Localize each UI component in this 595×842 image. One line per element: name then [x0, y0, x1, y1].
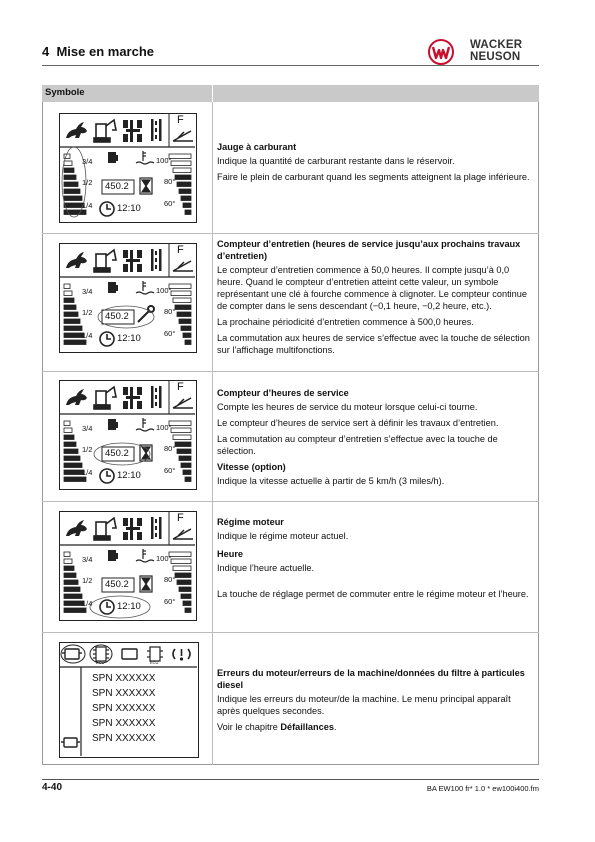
- chapter-link-defaillances[interactable]: Défaillances: [280, 722, 334, 732]
- coolant-temperature-icon: [136, 549, 154, 562]
- clock-icon: [100, 600, 114, 614]
- temp-segment: [179, 189, 191, 194]
- float-position-icon: [173, 529, 193, 539]
- hours-value: 450.2: [105, 181, 129, 192]
- hourglass-icon: [140, 576, 152, 592]
- clock-time-value: 12:10: [117, 601, 141, 612]
- fuel-three-quarter-label: 3/4: [82, 555, 93, 564]
- temp-segment: [179, 319, 191, 324]
- excavator-icon: [94, 518, 116, 540]
- temp-segment: [169, 154, 191, 159]
- fuel-segment: [64, 594, 82, 599]
- row-5-see-chapter: [217, 721, 533, 733]
- ecu-chip-icon: [93, 647, 109, 661]
- row-2-title: Compteur d’entretien (heures de service jusqu’aux prochains travaux d’entretien): [217, 239, 521, 261]
- brand-line-1: WACKER: [470, 39, 523, 51]
- rabbit-icon: [66, 252, 87, 268]
- temp-high-label: 100°: [156, 423, 172, 432]
- temp-segment: [185, 340, 191, 345]
- fuel-segment: [64, 421, 70, 426]
- float-f-label: F: [177, 512, 184, 524]
- ecu-chip-icon-2: [147, 647, 163, 661]
- fuel-segment: [64, 463, 82, 468]
- temp-low-label: 60°: [164, 466, 176, 475]
- temp-segment: [183, 601, 191, 606]
- temp-high-label: 100°: [156, 554, 172, 563]
- hours-value: 450.2: [105, 579, 129, 590]
- row-3-para: Compte les heures de service du moteur lorsque celui-ci tourne.: [217, 402, 478, 412]
- temp-segment: [185, 210, 191, 215]
- lane-icon: [151, 517, 162, 539]
- row-3-description: [217, 387, 533, 491]
- fuel-quarter-label: 1/4: [82, 599, 93, 608]
- temp-segment: [181, 326, 191, 331]
- fuel-segment: [64, 573, 76, 578]
- temp-segment: [185, 608, 191, 613]
- fuel-segment: [64, 559, 72, 564]
- header-rule: [42, 65, 539, 66]
- coolant-temperature-icon: [136, 281, 154, 294]
- row-2-para: La commutation aux heures de service s’effectue avec la touche de sélection sur l’affichage multifonctions.: [217, 333, 530, 355]
- temp-mid-label: 80°: [164, 575, 176, 584]
- column-header-symbole: Symbole: [45, 87, 85, 98]
- chapter-number: 4: [42, 44, 50, 59]
- clock-time-value: 12:10: [117, 470, 141, 481]
- axle-lock-icon: [123, 518, 142, 540]
- row-3-subtitle: Vitesse (option): [217, 462, 286, 472]
- row-4-para: Indique le régime moteur actuel.: [217, 531, 349, 541]
- temp-segment: [173, 566, 191, 571]
- fuel-segment: [64, 203, 84, 208]
- fuel-segment: [64, 435, 74, 440]
- fuel-quarter-label: 1/4: [82, 468, 93, 477]
- rabbit-icon: [66, 520, 87, 536]
- hours-value: 450.2: [105, 448, 129, 459]
- fuel-quarter-label: 1/4: [82, 201, 93, 210]
- fuel-segment: [64, 442, 76, 447]
- fuel-pump-icon: [108, 152, 118, 163]
- clock-time-value: 12:10: [117, 333, 141, 344]
- row-4-title: Régime moteur: [217, 517, 284, 527]
- clock-icon: [100, 202, 114, 216]
- hourglass-icon: [140, 178, 152, 194]
- excavator-icon: [94, 120, 116, 142]
- axle-lock-icon: [123, 250, 142, 272]
- row-1-para: Faire le plein de carburant quand les segments atteignent la plage inférieure.: [217, 172, 530, 182]
- fuel-segment: [64, 189, 80, 194]
- dashboard-panel-hours: [59, 380, 197, 490]
- temp-segment: [183, 470, 191, 475]
- row-separator: [42, 501, 539, 502]
- temp-low-label: 60°: [164, 329, 176, 338]
- clock-icon: [100, 469, 114, 483]
- fuel-segment: [64, 580, 78, 585]
- row-4-para: Indique l’heure actuelle.: [217, 563, 315, 573]
- axle-lock-icon: [123, 120, 142, 142]
- row-4-para: La touche de réglage permet de commuter entre le régime moteur et l’heure.: [217, 589, 529, 599]
- temp-mid-label: 80°: [164, 177, 176, 186]
- coolant-temperature-icon: [136, 418, 154, 431]
- temp-segment: [175, 573, 191, 578]
- row-separator: [42, 371, 539, 372]
- chapter-title: [42, 44, 154, 59]
- see-prefix: Voir le chapitre: [217, 722, 281, 732]
- temp-segment: [171, 428, 191, 433]
- dpf-filter-icon: [173, 649, 190, 660]
- fuel-three-quarter-label: 3/4: [82, 157, 93, 166]
- fuel-half-label: 1/2: [82, 576, 93, 585]
- temp-low-label: 60°: [164, 597, 176, 606]
- brand-name: [470, 40, 522, 63]
- row-5-para: Indique les erreurs du moteur/de la machine. Le menu principal apparaît après quelques secondes.: [217, 694, 511, 716]
- rabbit-icon: [66, 122, 87, 138]
- row-2-para: Le compteur d’entretien commence à 50,0 heures. Il compte jusqu’à 0,0 heure. Quand le compteur d’entretien atteint cette valeur, un symbole représentant une clé à fourche commence à clignoter. Le compteur continue de compter dans le sens descendant (−0,1 heure, −0,2 heure, etc.).: [217, 265, 528, 311]
- fuel-segment: [64, 428, 72, 433]
- temp-segment: [179, 456, 191, 461]
- row-4-subtitle: Heure: [217, 549, 244, 559]
- temp-mid-label: 80°: [164, 444, 176, 453]
- fuel-segment: [64, 319, 80, 324]
- engine-icon: [62, 649, 82, 659]
- fuel-segment: [64, 449, 78, 454]
- temp-low-label: 60°: [164, 199, 176, 208]
- dashboard-panel-fuel: [59, 113, 197, 223]
- temp-segment: [177, 580, 191, 585]
- temp-segment: [181, 463, 191, 468]
- chapter-name: Mise en marche: [56, 44, 155, 59]
- temp-segment: [175, 305, 191, 310]
- fuel-three-quarter-label: 3/4: [82, 424, 93, 433]
- temp-segment: [173, 435, 191, 440]
- clock-icon: [100, 332, 114, 346]
- spn-code: SPN XXXXXX: [92, 733, 156, 744]
- temp-segment: [175, 442, 191, 447]
- footer-rule: [42, 779, 539, 780]
- fuel-segment: [64, 298, 74, 303]
- fuel-segment: [64, 552, 70, 557]
- fuel-segment: [64, 161, 72, 166]
- row-5-title: Erreurs du moteur/erreurs de la machine/données du filtre à particules diesel: [217, 668, 525, 690]
- temp-segment: [177, 449, 191, 454]
- lane-icon: [151, 119, 162, 141]
- temp-segment: [173, 298, 191, 303]
- row-separator: [42, 632, 539, 633]
- row-separator: [42, 233, 539, 234]
- fuel-segment: [64, 601, 84, 606]
- temp-segment: [181, 196, 191, 201]
- spn-code: SPN XXXXXX: [92, 718, 156, 729]
- fuel-segment: [64, 566, 74, 571]
- fuel-three-quarter-label: 3/4: [82, 287, 93, 296]
- row-4-description: [217, 516, 533, 604]
- dashboard-panel-maintenance: [59, 243, 197, 353]
- fuel-segment: [64, 587, 80, 592]
- lane-icon: [151, 249, 162, 271]
- temp-segment: [179, 587, 191, 592]
- axle-lock-icon: [123, 387, 142, 409]
- fuel-pump-icon: [108, 550, 118, 561]
- fuel-segment: [64, 168, 74, 173]
- excavator-icon: [94, 250, 116, 272]
- fuel-segment: [64, 470, 84, 475]
- temp-segment: [175, 175, 191, 180]
- float-position-icon: [173, 398, 193, 408]
- fuel-segment: [64, 305, 76, 310]
- row-3-para: Le compteur d’heures de service sert à définir les travaux d’entretien.: [217, 418, 499, 428]
- temp-segment: [181, 594, 191, 599]
- dashboard-panel-clock: [59, 511, 197, 621]
- row-3-para: Indique la vitesse actuelle à partir de 5 km/h (3 miles/h).: [217, 476, 445, 486]
- row-3-para: La commutation au compteur d’entretien s’effectue avec la touche de sélection.: [217, 434, 498, 456]
- lane-icon: [151, 386, 162, 408]
- column-separator: [212, 102, 213, 765]
- fuel-segment: [64, 456, 80, 461]
- temp-segment: [183, 333, 191, 338]
- temp-segment: [171, 291, 191, 296]
- row-1-description: [217, 141, 533, 187]
- float-position-icon: [173, 131, 193, 141]
- fuel-segment: [64, 154, 70, 159]
- temp-high-label: 100°: [156, 156, 172, 165]
- document-reference: BA EW100 fr* 1.0 * ew100i400.fm: [426, 784, 539, 793]
- fuel-half-label: 1/2: [82, 178, 93, 187]
- temp-segment: [171, 161, 191, 166]
- row-5-description: [217, 667, 533, 737]
- fuel-pump-icon: [108, 419, 118, 430]
- float-f-label: F: [177, 381, 184, 393]
- rabbit-icon: [66, 389, 87, 405]
- row-3-title: Compteur d’heures de service: [217, 388, 349, 398]
- page-number: 4-40: [42, 782, 63, 793]
- temp-segment: [169, 284, 191, 289]
- fuel-half-label: 1/2: [82, 445, 93, 454]
- temp-segment: [169, 552, 191, 557]
- hours-value: 450.2: [105, 311, 129, 322]
- see-suffix: .: [333, 722, 337, 732]
- wrench-icon: [138, 306, 154, 322]
- temp-segment: [177, 182, 191, 187]
- float-f-label: F: [177, 114, 184, 126]
- temp-mid-label: 80°: [164, 307, 176, 316]
- temp-segment: [169, 421, 191, 426]
- clock-time-value: 12:10: [117, 203, 141, 214]
- temp-segment: [173, 168, 191, 173]
- spn-code: SPN XXXXXX: [92, 673, 156, 684]
- table-header: [42, 85, 539, 102]
- fuel-quarter-label: 1/4: [82, 331, 93, 340]
- ecu-label: ECU: [150, 660, 159, 665]
- fuel-segment: [64, 333, 84, 338]
- temp-segment: [185, 477, 191, 482]
- spn-code: SPN XXXXXX: [92, 688, 156, 699]
- brand-line-2: NEUSON: [470, 50, 521, 63]
- engine-warning-icon: [122, 649, 137, 659]
- ecu-label: ECU: [96, 660, 105, 665]
- spn-code: SPN XXXXXX: [92, 703, 156, 714]
- excavator-icon: [94, 387, 116, 409]
- temp-segment: [171, 559, 191, 564]
- fuel-segment: [64, 284, 70, 289]
- coolant-temperature-icon: [136, 151, 154, 164]
- temp-segment: [177, 312, 191, 317]
- float-f-label: F: [177, 244, 184, 256]
- fuel-segment: [64, 326, 82, 331]
- float-position-icon: [173, 261, 193, 271]
- temp-high-label: 100°: [156, 286, 172, 295]
- temp-segment: [183, 203, 191, 208]
- fuel-half-label: 1/2: [82, 308, 93, 317]
- row-2-para: La prochaine périodicité d’entretien commence à 500,0 heures.: [217, 317, 474, 327]
- fuel-segment: [64, 182, 78, 187]
- fuel-segment: [64, 291, 72, 296]
- row-2-description: [217, 238, 533, 360]
- fuel-pump-icon: [108, 282, 118, 293]
- row-1-para: Indique la quantité de carburant restante dans le réservoir.: [217, 156, 455, 166]
- row-1-title: Jauge à carburant: [217, 142, 297, 152]
- fuel-segment: [64, 196, 82, 201]
- fuel-segment: [64, 175, 76, 180]
- engine-fault-icon: [61, 738, 80, 747]
- fuel-segment: [64, 312, 78, 317]
- header-separator: [212, 85, 213, 102]
